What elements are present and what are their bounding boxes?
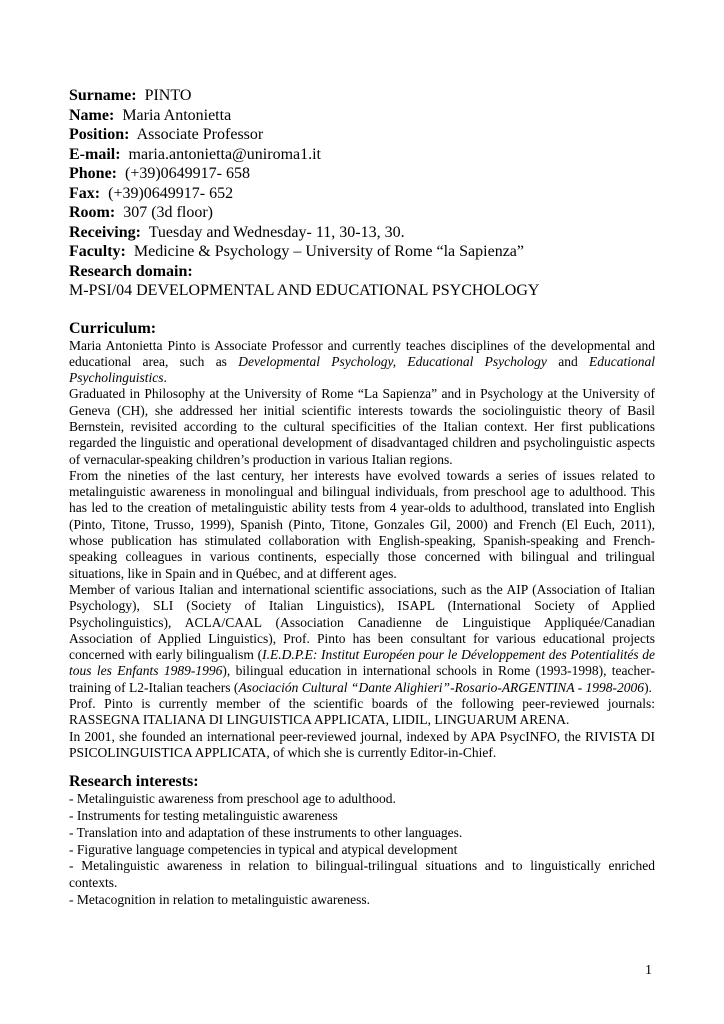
text-run: . [163, 370, 167, 386]
field-value: Maria Antonietta [122, 106, 232, 124]
field-label: Faculty: [69, 243, 126, 260]
curriculum-paragraph [69, 338, 655, 387]
position-field [69, 125, 655, 145]
research-domain-label [69, 262, 655, 282]
field-label: E-mail: [69, 145, 121, 163]
room-field [69, 203, 655, 223]
curriculum-heading: Curriculum: [69, 319, 157, 337]
email-field [69, 145, 655, 165]
field-label: Position: [69, 126, 130, 143]
field-label: Research domain: [69, 262, 193, 280]
italic-run: Asociación Cultural “Dante Alighieri”-Rosario-ARGENTINA - 1998-2006 [238, 679, 645, 695]
fax-field [69, 184, 655, 204]
field-value: Associate Professor [136, 126, 264, 143]
phone-field [69, 164, 655, 184]
page-number: 1 [645, 963, 652, 978]
field-label: Room: [69, 204, 116, 221]
list-item: - Translation into and adaptation of these instruments to other languages. [69, 824, 463, 840]
field-value: 307 (3d floor) [123, 204, 213, 221]
field-value: (+39)0649917- 652 [108, 184, 234, 202]
text-run: and [546, 353, 590, 369]
text-run: Maria Antonietta Pinto is Associate Professor and currently teaches disciplines of the developmental and educational area, such as [69, 337, 655, 369]
list-item: - Metacognition in relation to metalinguistic awareness. [69, 892, 371, 907]
curriculum-body [69, 338, 655, 762]
curriculum-paragraph: Prof. Pinto is currently member of the scientific boards of the following peer-reviewed journals: RASSEGNA ITALIANA DI LINGUISTICA APPLICATA, LIDIL, LINGUARUM ARENA. [69, 696, 655, 728]
field-label: Receiving: [69, 223, 141, 241]
research-interests-list [69, 791, 655, 909]
text-run: Member of various Italian and international scientific associations, such as the AIP (Association of Italian Psychology), SLI (Society of Italian Linguistics), ISAPL (International Society of Applied Psycholinguistics), ACLA/CAAL (Association Canadienne de Linguistique Appliquée/Canadian Association of Applied Linguistics), Prof. Pinto has been consultant for various educational projects concerned with early bilingualism ( [69, 581, 655, 663]
italic-run: I.E.D.P.E: Institut Européen pour le Développement des Potentialités de tous les Enfants 1989-1996 [69, 647, 655, 679]
list-item: - Instruments for testing metalinguistic awareness [69, 808, 338, 824]
list-item: - Metalinguistic awareness in relation to bilingual-trilingual situations and to linguistically enriched contexts. [69, 858, 655, 891]
curriculum-paragraph [69, 582, 655, 696]
research-interests-heading: Research interests: [69, 773, 199, 791]
field-value: (+39)0649917- 658 [125, 165, 251, 182]
surname-field [69, 86, 655, 106]
curriculum-paragraph: In 2001, she founded an international peer-reviewed journal, indexed by APA PsycINFO, the RIVISTA DI PSICOLINGUISTICA APPLICATA, of which she is currently Editor-in-Chief. [69, 728, 655, 760]
field-label: Name: [69, 106, 115, 124]
field-value: PINTO [144, 87, 192, 104]
document-page [69, 86, 655, 909]
text-run: ), bilingual education in international schools in Rome (1993-1998), teacher-training of L2-Italian teachers ( [69, 663, 655, 695]
contact-fields [69, 86, 655, 301]
curriculum-paragraph: From the nineties of the last century, her interests have evolved towards a series of issues related to metalinguistic awareness in monolingual and bilingual individuals, from preschool age to adulthood. This has led to the creation of metalinguistic ability tests from 4 year-olds to adulthood, translated into English (Pinto, Titone, Trusso, 1999), Spanish (Pinto, Titone, Gonzales Gil, 2000) and French (El Euch, 2011), whose publication has stimulated collaboration with English-speaking, Spanish-speaking and French-speaking colleagues in various continents, especially those concerned with bilingual and trilingual situations, like in Spain and in Québec, and at different ages. [69, 467, 655, 581]
field-label: Phone: [69, 165, 117, 182]
list-item: - Metalinguistic awareness from preschool age to adulthood. [69, 791, 396, 807]
list-item: - Figurative language competencies in typical and atypical development [69, 841, 458, 857]
field-value: maria.antonietta@uniroma1.it [128, 145, 321, 163]
name-field [69, 106, 655, 126]
curriculum-paragraph: Graduated in Philosophy at the University of Rome “La Sapienza” and in Psychology at the University of Geneva (CH), she addressed her initial scientific interests towards the sociolinguistic theory of Basil Bernstein, revisited according to the cultural specificities of the Italian context. Her first publications regarded the linguistic and operational development of disadvantaged children and psycholinguistic aspects of vernacular-speaking children’s production in various Italian regions. [69, 386, 655, 467]
field-value: Tuesday and Wednesday- 11, 30-13, 30. [148, 223, 405, 241]
text-run: ). [644, 679, 652, 695]
field-label: Surname: [69, 87, 137, 104]
italic-run: Developmental Psychology, Educational Psychology [238, 353, 547, 369]
faculty-field [69, 242, 655, 262]
italic-run: Educational Psycholinguistics [69, 353, 656, 386]
field-value: Medicine & Psychology – University of Rome “la Sapienza” [133, 243, 525, 260]
field-label: Fax: [69, 184, 101, 202]
research-domain-value: M-PSI/04 DEVELOPMENTAL AND EDUCATIONAL PSYCHOLOGY [69, 282, 540, 299]
receiving-field [69, 223, 655, 243]
